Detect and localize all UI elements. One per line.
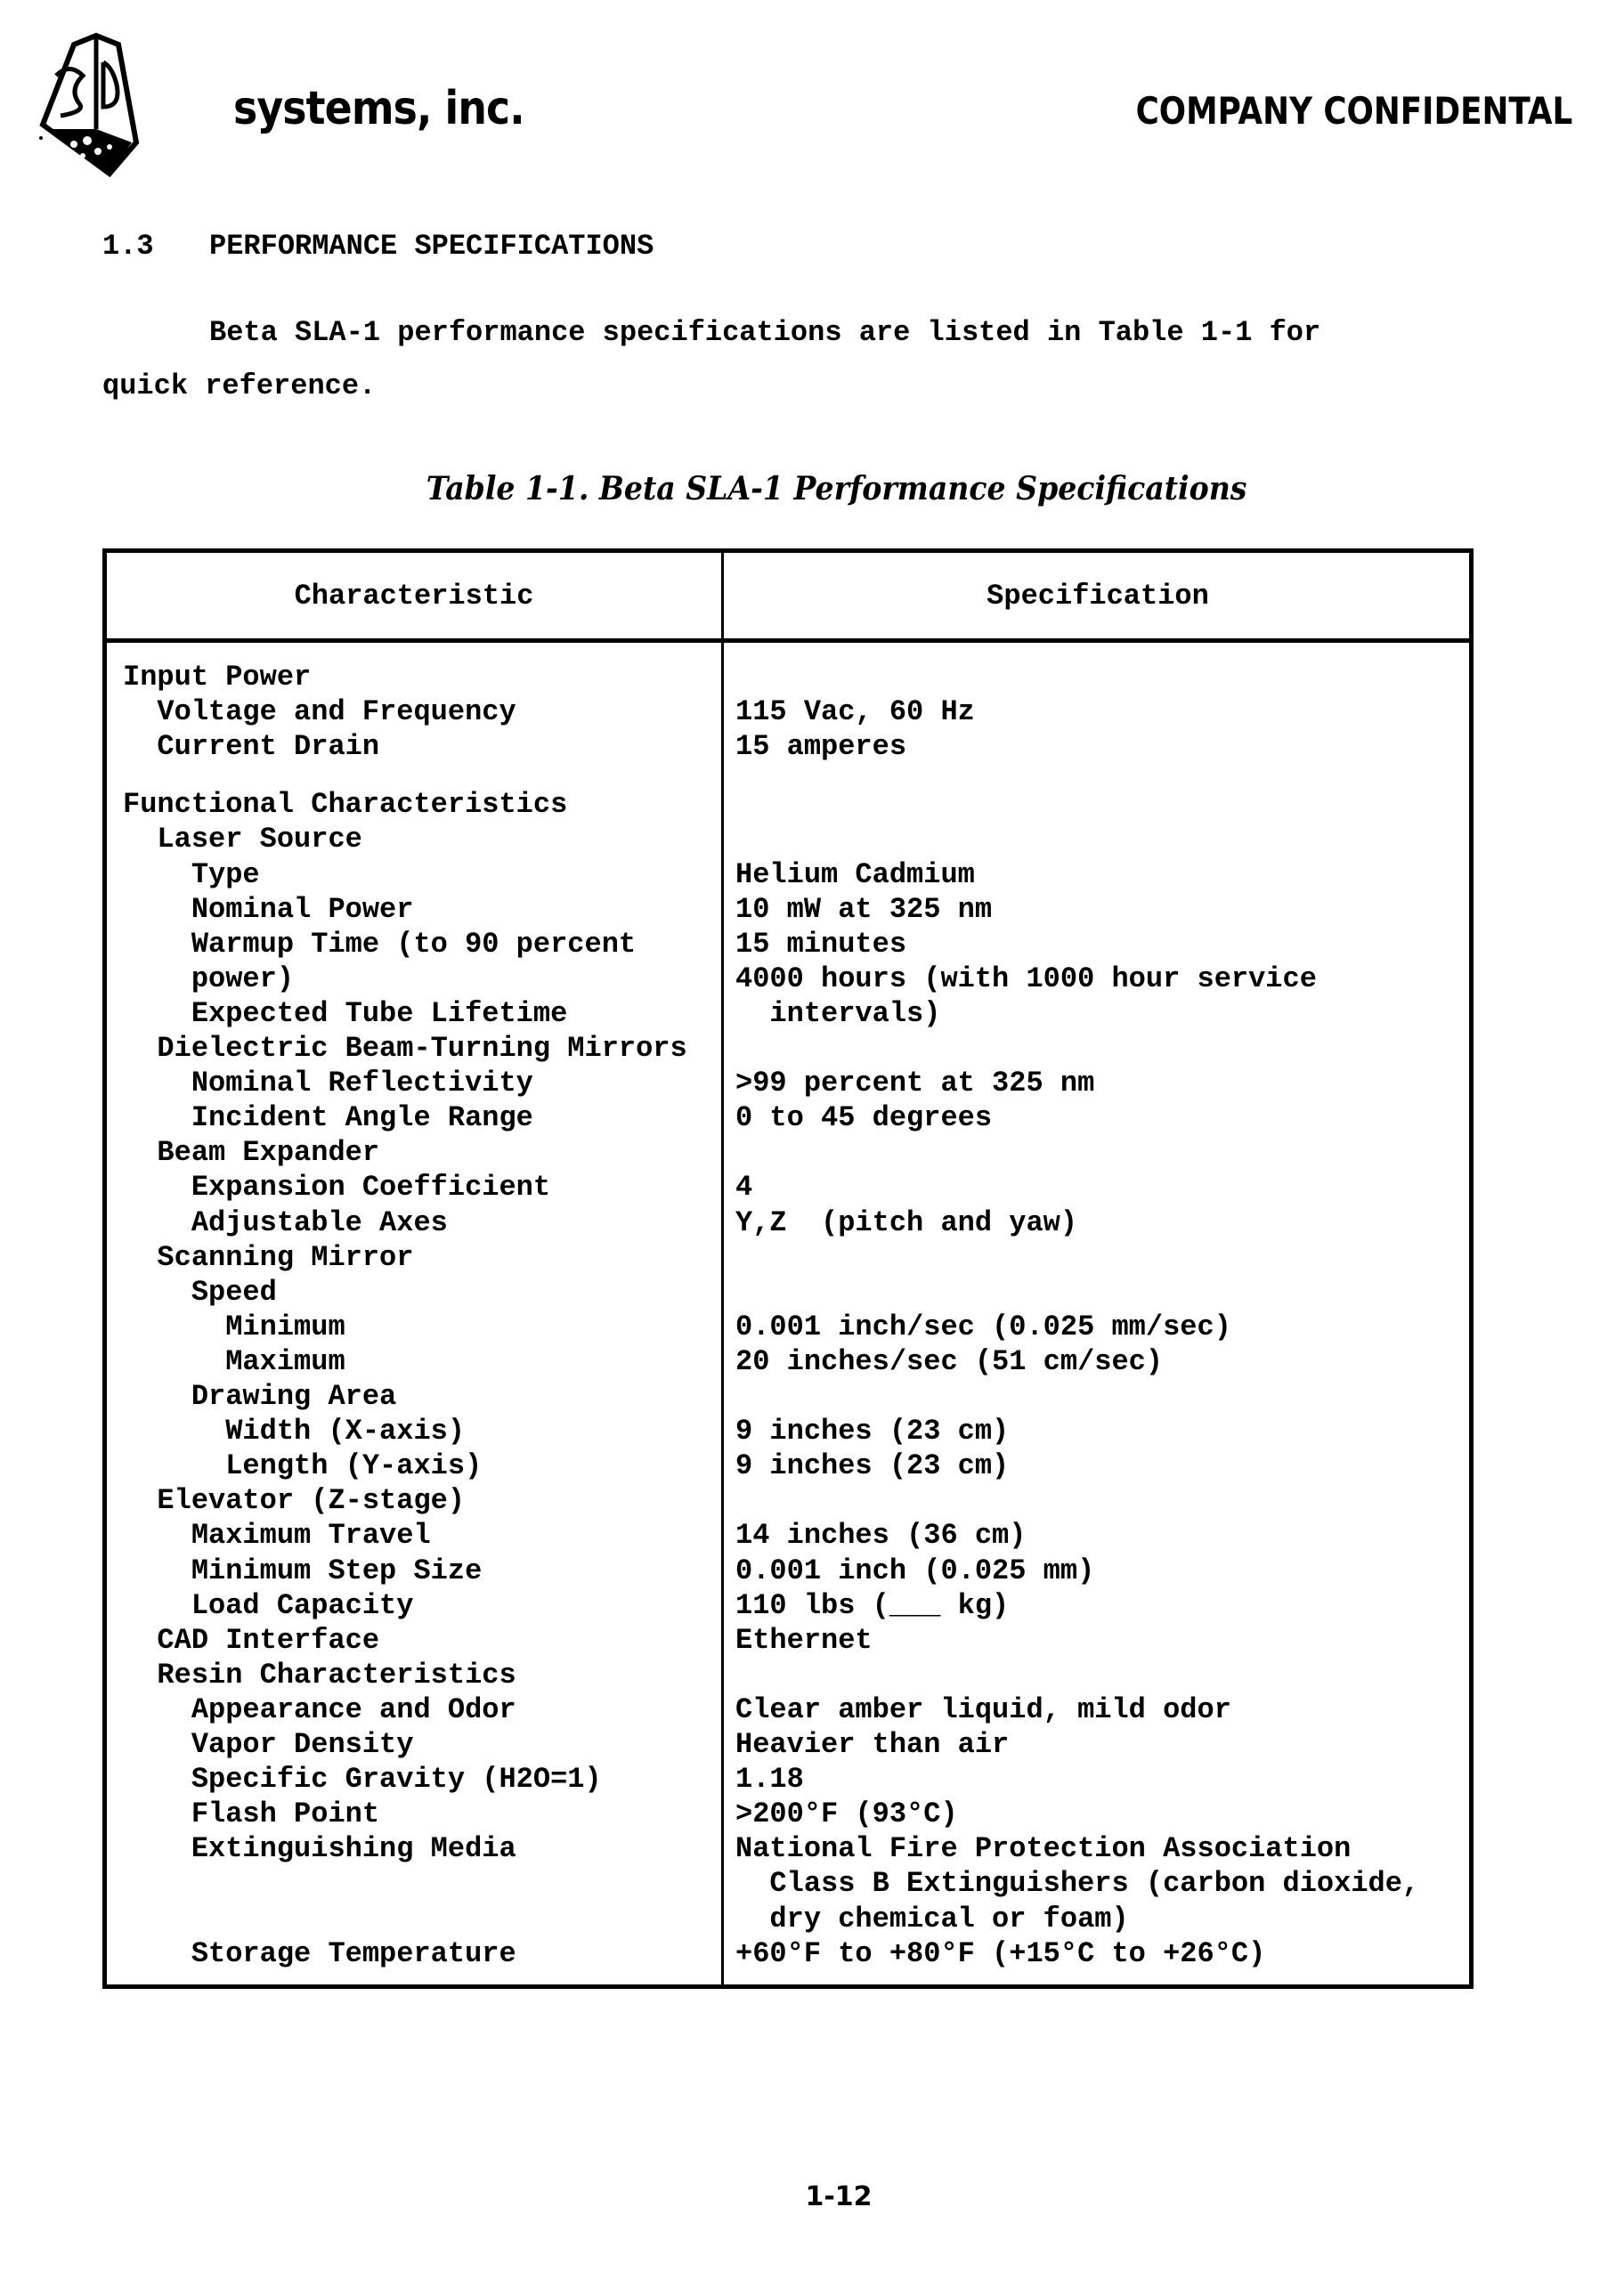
characteristic-cell: Nominal Reflectivity (123, 1066, 533, 1100)
characteristic-cell: Adjustable Axes (123, 1205, 448, 1240)
table-row (107, 962, 1469, 996)
specification-cell: 9 inches (23 cm) (735, 1414, 1009, 1448)
characteristic-cell: Voltage and Frequency (123, 694, 516, 729)
characteristic-cell: Minimum Step Size (123, 1554, 482, 1588)
specification-cell: >200°F (93°C) (735, 1797, 958, 1831)
characteristic-cell: Laser Source (123, 822, 362, 856)
table-row (107, 660, 1469, 694)
characteristic-cell (123, 1902, 191, 1936)
company-logo (34, 27, 231, 178)
specification-cell: dry chemical or foam) (735, 1902, 1129, 1936)
table-row (107, 1310, 1469, 1344)
specification-cell: intervals) (735, 996, 940, 1031)
specification-cell: Y,Z (pitch and yaw) (735, 1205, 1077, 1240)
table-row (107, 1588, 1469, 1623)
section-number: 1.3 (102, 230, 154, 263)
characteristic-cell: Maximum Travel (123, 1518, 431, 1553)
table-row (107, 822, 1469, 856)
table-row (107, 1554, 1469, 1588)
specification-cell: 115 Vac, 60 Hz (735, 694, 975, 729)
specification-cell: 15 minutes (735, 927, 906, 962)
table-row (107, 1831, 1469, 1866)
specification-cell: Ethernet (735, 1623, 873, 1658)
table-row (107, 1100, 1469, 1135)
specification-cell: Heavier than air (735, 1727, 1009, 1762)
specification-cell: Clear amber liquid, mild odor (735, 1692, 1231, 1727)
table-row (107, 1379, 1469, 1414)
characteristic-cell: Scanning Mirror (123, 1240, 413, 1275)
table-row (107, 1518, 1469, 1553)
column-header-characteristic: Characteristic (107, 580, 721, 613)
characteristic-cell: Appearance and Odor (123, 1692, 516, 1727)
table-row (107, 1066, 1469, 1100)
intro-paragraph-line-1: Beta SLA-1 performance specifications are listed in Table 1-1 for (209, 316, 1320, 349)
specification-cell: Class B Extinguishers (carbon dioxide, (735, 1866, 1419, 1901)
specification-cell: 20 inches/sec (51 cm/sec) (735, 1344, 1163, 1379)
table-row (107, 996, 1469, 1031)
specification-cell: Helium Cadmium (735, 857, 975, 892)
table-row (107, 1866, 1469, 1901)
characteristic-cell: Vapor Density (123, 1727, 413, 1762)
table-row (107, 729, 1469, 764)
characteristic-cell: Minimum (123, 1310, 345, 1344)
specification-cell: 10 mW at 325 nm (735, 892, 992, 927)
characteristic-cell: Length (Y-axis) (123, 1448, 482, 1483)
characteristic-cell: Storage Temperature (123, 1936, 516, 1971)
characteristic-cell: Extinguishing Media (123, 1831, 516, 1866)
table-row (107, 1031, 1469, 1066)
table-row (107, 1727, 1469, 1762)
confidential-label: COMPANY CONFIDENTAL (1135, 89, 1572, 133)
specification-cell: 0.001 inch (0.025 mm) (735, 1554, 1094, 1588)
specification-cell: 0 to 45 degrees (735, 1100, 992, 1135)
specification-cell: National Fire Protection Association (735, 1831, 1351, 1866)
table-row (107, 1344, 1469, 1379)
specification-cell: >99 percent at 325 nm (735, 1066, 1094, 1100)
characteristic-cell: Beam Expander (123, 1135, 379, 1170)
section-title: PERFORMANCE SPECIFICATIONS (209, 230, 654, 263)
column-header-specification: Specification (724, 580, 1472, 613)
characteristic-cell: Current Drain (123, 729, 379, 764)
characteristic-cell: Maximum (123, 1344, 345, 1379)
table-row (107, 787, 1469, 822)
table-row (107, 1658, 1469, 1692)
characteristic-cell: Load Capacity (123, 1588, 413, 1623)
characteristic-cell: Drawing Area (123, 1379, 396, 1414)
characteristic-cell: Dielectric Beam-Turning Mirrors (123, 1031, 687, 1066)
characteristic-cell: Elevator (Z-stage) (123, 1483, 465, 1518)
table-row (107, 1135, 1469, 1170)
table-row (107, 857, 1469, 892)
characteristic-cell: Speed (123, 1275, 277, 1310)
characteristic-cell (123, 1866, 191, 1901)
company-name: systems, inc. (233, 82, 524, 135)
characteristic-cell: CAD Interface (123, 1623, 379, 1658)
page-number: 1-12 (0, 2181, 1624, 2212)
specification-cell: 1.18 (735, 1762, 804, 1797)
characteristic-cell: Functional Characteristics (123, 787, 567, 822)
characteristic-cell: Type (123, 857, 260, 892)
specification-cell: 15 amperes (735, 729, 906, 764)
table-row (107, 892, 1469, 927)
table-row (107, 1762, 1469, 1797)
table-row (107, 1483, 1469, 1518)
table-row (107, 927, 1469, 962)
characteristic-cell: Specific Gravity (H2O=1) (123, 1762, 602, 1797)
characteristic-cell: Nominal Power (123, 892, 413, 927)
table-row (107, 1170, 1469, 1205)
table-caption: Table 1-1. Beta SLA-1 Performance Specifications (65, 470, 1559, 507)
characteristic-cell: power) (123, 962, 294, 996)
specification-cell: 14 inches (36 cm) (735, 1518, 1026, 1553)
table-row (107, 694, 1469, 729)
header-divider (107, 638, 1469, 643)
table-row (107, 1623, 1469, 1658)
characteristic-cell: Expansion Coefficient (123, 1170, 550, 1205)
table-row (107, 1414, 1469, 1448)
table-row (107, 1797, 1469, 1831)
specification-cell: +60°F to +80°F (+15°C to +26°C) (735, 1936, 1265, 1971)
table-row (107, 1205, 1469, 1240)
specification-cell: 0.001 inch/sec (0.025 mm/sec) (735, 1310, 1231, 1344)
characteristic-cell: Flash Point (123, 1797, 379, 1831)
characteristic-cell: Input Power (123, 660, 311, 694)
characteristic-cell: Expected Tube Lifetime (123, 996, 567, 1031)
specification-cell: 9 inches (23 cm) (735, 1448, 1009, 1483)
specification-cell: 4 (735, 1170, 752, 1205)
table-row (107, 1936, 1469, 1971)
table-row (107, 1902, 1469, 1936)
specification-cell: 110 lbs (___ kg) (735, 1588, 1009, 1623)
table-row (107, 1240, 1469, 1275)
characteristic-cell: Resin Characteristics (123, 1658, 516, 1692)
table-row (107, 1448, 1469, 1483)
characteristic-cell: Warmup Time (to 90 percent (123, 927, 636, 962)
intro-paragraph-line-2: quick reference. (102, 369, 376, 402)
table-row (107, 1275, 1469, 1310)
specification-cell: 4000 hours (with 1000 hour service (735, 962, 1317, 996)
characteristic-cell: Width (X-axis) (123, 1414, 465, 1448)
characteristic-cell: Incident Angle Range (123, 1100, 533, 1135)
specifications-table (102, 548, 1474, 1989)
table-row (107, 1692, 1469, 1727)
